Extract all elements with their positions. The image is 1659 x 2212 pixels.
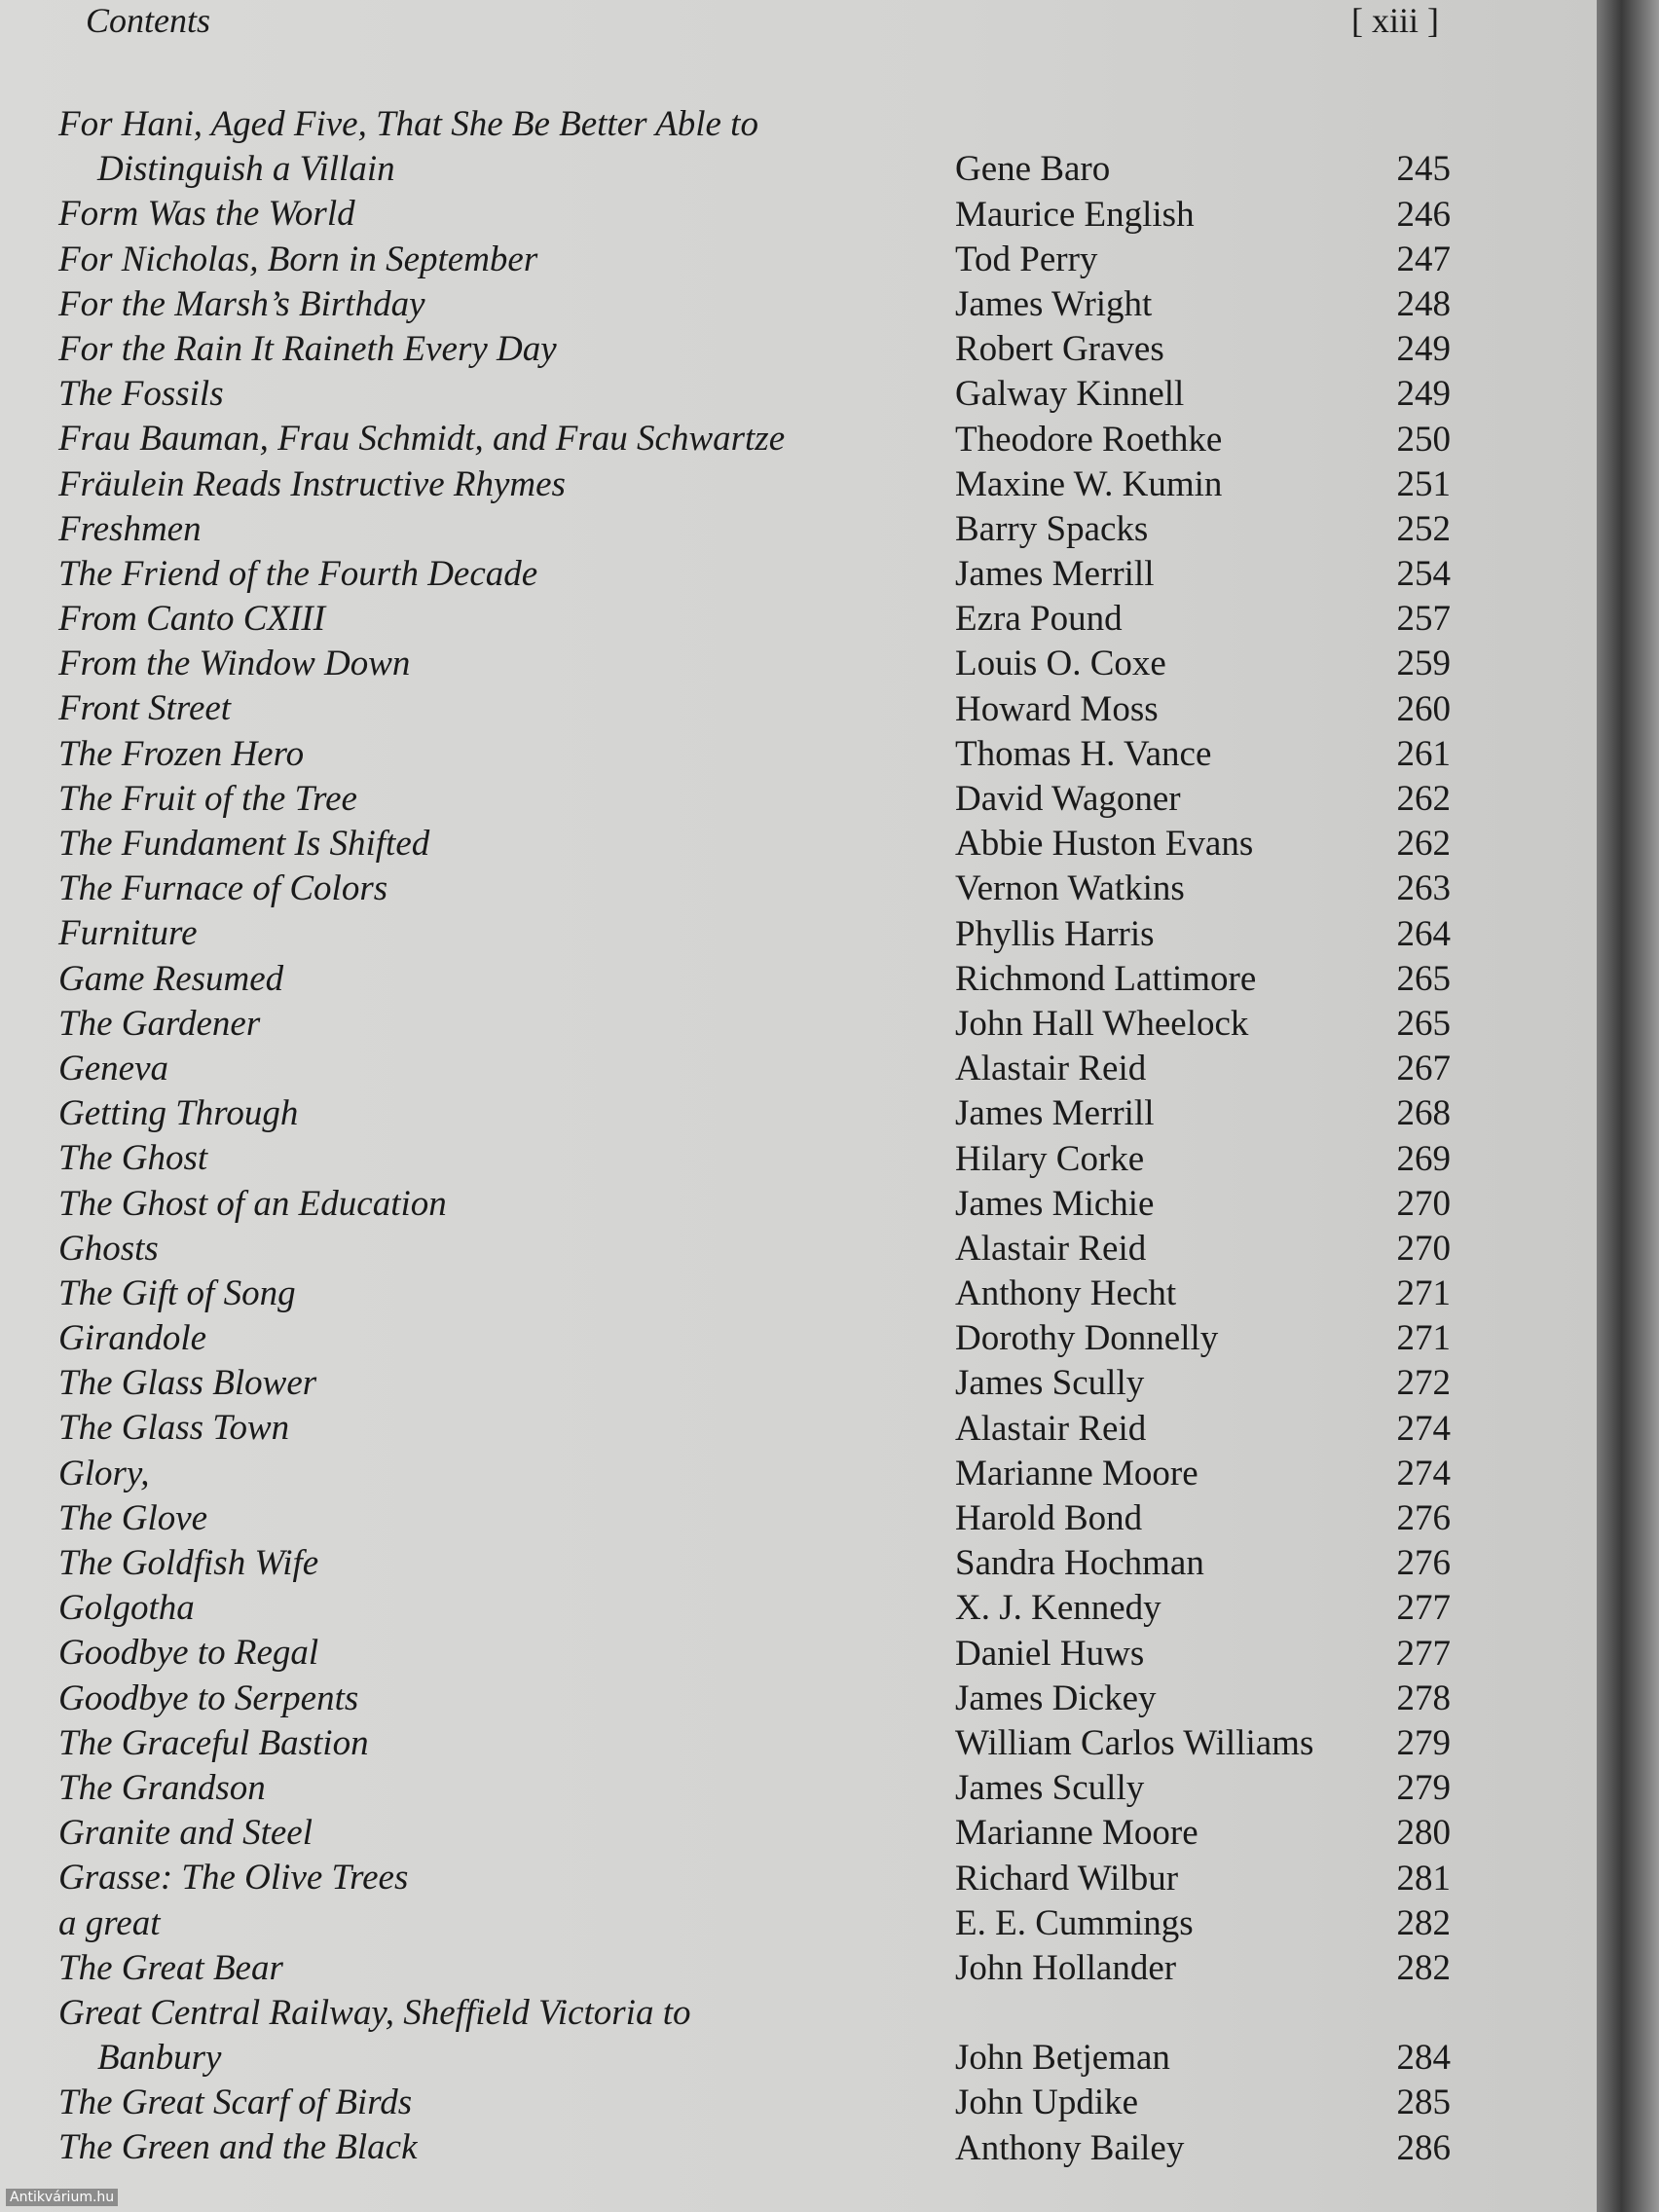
contents-entry: [58, 1496, 1451, 1541]
poet-name: John Updike: [955, 2083, 1139, 2123]
poem-title: [58, 1272, 296, 1316]
poem-title: [58, 1721, 369, 1766]
page-number: 274: [1396, 1453, 1451, 1493]
poem-title: [58, 1136, 207, 1181]
poem-title: [58, 552, 537, 597]
poet-name: James Michie: [955, 1183, 1155, 1224]
poet-name: Maurice English: [955, 194, 1195, 235]
contents-entry: [58, 732, 1451, 777]
poem-title-line: The Glass Town: [58, 1408, 290, 1449]
page-number: 260: [1396, 688, 1451, 729]
poem-title-line: Game Resumed: [58, 958, 284, 999]
page-number: 277: [1396, 1588, 1451, 1629]
poet-name: Harold Bond: [955, 1498, 1143, 1539]
poet-name: James Scully: [955, 1363, 1145, 1404]
poem-title-line: Grasse: The Olive Trees: [58, 1858, 409, 1899]
page-number: 264: [1396, 913, 1451, 954]
page-number: 277: [1396, 1633, 1451, 1674]
contents-entry: [58, 1811, 1451, 1856]
poem-title: [58, 1047, 168, 1091]
poet-name: Richmond Lattimore: [955, 958, 1257, 999]
contents-entry: [58, 1901, 1451, 1946]
poet-name: Hilary Corke: [955, 1138, 1145, 1179]
poem-title: [58, 1631, 318, 1676]
poem-title-line: The Green and the Black: [58, 2127, 418, 2168]
poem-title: [58, 1452, 150, 1496]
poem-title-line: The Glass Blower: [58, 1363, 317, 1404]
poem-title: [58, 462, 566, 507]
contents-entry: [58, 282, 1451, 327]
poet-name: Barry Spacks: [955, 508, 1149, 549]
poem-title-line: Getting Through: [58, 1093, 299, 1134]
page-number: 248: [1396, 283, 1451, 324]
poem-title-line: Geneva: [58, 1048, 168, 1088]
poem-title: [58, 417, 785, 461]
poem-title-line: For Hani, Aged Five, That She Be Better Able to: [58, 104, 758, 144]
poem-title: [58, 2125, 418, 2170]
poet-name: Phyllis Harris: [955, 913, 1155, 954]
page-number: 280: [1396, 1813, 1451, 1854]
poem-title-line: For the Rain It Raineth Every Day: [58, 328, 557, 369]
poem-title-line: For the Marsh’s Birthday: [58, 283, 425, 324]
poet-name: Abbie Huston Evans: [955, 824, 1254, 865]
poet-name: James Wright: [955, 283, 1153, 324]
poet-name: William Carlos Williams: [955, 1722, 1314, 1763]
poem-title-line: The Gift of Song: [58, 1272, 296, 1313]
contents-entry: [58, 1991, 1451, 2081]
poem-title-line: Golgotha: [58, 1588, 195, 1629]
poet-name: John Betjeman: [955, 2038, 1170, 2079]
poet-name: Gene Baro: [955, 149, 1111, 190]
page-number: 270: [1396, 1228, 1451, 1269]
contents-entry: [58, 822, 1451, 866]
poem-title: [58, 1991, 691, 2081]
poet-name: Theodore Roethke: [955, 419, 1223, 460]
contents-entry: [58, 1631, 1451, 1676]
page-number: 261: [1396, 733, 1451, 774]
page-number: 276: [1396, 1543, 1451, 1584]
book-gutter-shadow: [1597, 0, 1659, 2212]
contents-entry: [58, 1182, 1451, 1227]
poem-title-line: Form Was the World: [58, 194, 355, 235]
poem-title-line: From the Window Down: [58, 644, 411, 684]
page-number: 281: [1396, 1858, 1451, 1899]
poem-title-line: The Fruit of the Tree: [58, 778, 357, 819]
poem-title-line: From Canto CXIII: [58, 599, 326, 640]
contents-entry: [58, 192, 1451, 237]
poem-title: [58, 686, 231, 731]
contents-entry: [58, 2125, 1451, 2170]
poem-title: [58, 911, 198, 956]
page-number: 286: [1396, 2127, 1451, 2168]
running-head: [86, 0, 1439, 45]
contents-entry: [58, 1136, 1451, 1181]
page-number: 285: [1396, 2083, 1451, 2123]
poet-name: Tod Perry: [955, 239, 1098, 279]
contents-entry: [58, 1946, 1451, 1991]
contents-entry: [58, 552, 1451, 597]
page-number: 268: [1396, 1093, 1451, 1134]
page-number: 252: [1396, 508, 1451, 549]
poem-title-line: Ghosts: [58, 1228, 159, 1269]
page-number: 284: [1396, 2038, 1451, 2079]
poet-name: John Hall Wheelock: [955, 1003, 1249, 1044]
poet-name: Richard Wilbur: [955, 1858, 1179, 1899]
poem-title: [58, 1227, 159, 1272]
poem-title-line: The Grandson: [58, 1767, 266, 1808]
poem-title: [58, 1856, 408, 1900]
page-number: 251: [1396, 463, 1451, 504]
poem-title: [58, 102, 758, 192]
poem-title: [58, 1182, 447, 1227]
poem-title: [58, 597, 325, 642]
page-number: 246: [1396, 194, 1451, 235]
poet-name: Howard Moss: [955, 688, 1159, 729]
poet-name: James Merrill: [955, 554, 1155, 595]
poem-title-line: The Furnace of Colors: [58, 868, 388, 909]
poet-name: Vernon Watkins: [955, 868, 1185, 909]
poet-name: Daniel Huws: [955, 1633, 1145, 1674]
poem-title: [58, 1361, 316, 1406]
poem-title-line: The Friend of the Fourth Decade: [58, 553, 538, 594]
page-number: 269: [1396, 1138, 1451, 1179]
contents-entry: [58, 777, 1451, 822]
poem-title: [58, 1766, 266, 1811]
poem-title-line: Goodbye to Serpents: [58, 1677, 359, 1718]
poet-name: Marianne Moore: [955, 1453, 1198, 1493]
contents-entry: [58, 1586, 1451, 1631]
poem-title-line: Distinguish a Villain: [97, 149, 395, 189]
page-number: 247: [1396, 239, 1451, 279]
poet-name: X. J. Kennedy: [955, 1588, 1161, 1629]
contents-entry: [58, 2081, 1451, 2125]
poet-name: James Dickey: [955, 1677, 1157, 1718]
poem-title-line: Fräulein Reads Instructive Rhymes: [58, 463, 566, 504]
poem-title-line: Goodbye to Regal: [58, 1633, 319, 1674]
contents-entry: [58, 642, 1451, 686]
poem-title-line: The Ghost: [58, 1138, 208, 1179]
poet-name: Alastair Reid: [955, 1228, 1147, 1269]
page-number: 272: [1396, 1363, 1451, 1404]
contents-entry: [58, 1856, 1451, 1900]
contents-entry: [58, 1766, 1451, 1811]
poem-title: [58, 1677, 358, 1721]
poem-title-line: The Goldfish Wife: [58, 1543, 319, 1584]
poet-name: Dorothy Donnelly: [955, 1318, 1219, 1359]
poet-name: Louis O. Coxe: [955, 644, 1166, 684]
contents-entry: [58, 1677, 1451, 1721]
poem-title-line: The Great Bear: [58, 1947, 283, 1988]
section-title: Contents: [86, 1, 211, 40]
page-number: 263: [1396, 868, 1451, 909]
page-number: 245: [1396, 149, 1451, 190]
contents-entry: [58, 102, 1451, 192]
poem-title: [58, 507, 202, 552]
contents-entry: [58, 507, 1451, 552]
contents-entry: [58, 327, 1451, 372]
poem-title: [58, 1811, 313, 1856]
page-number: 282: [1396, 1902, 1451, 1943]
poem-title-line: Granite and Steel: [58, 1813, 313, 1854]
contents-entry: [58, 1316, 1451, 1361]
poet-name: Alastair Reid: [955, 1408, 1147, 1449]
poem-title: [58, 1541, 318, 1586]
page-number: 265: [1396, 958, 1451, 999]
contents-entry: [58, 1272, 1451, 1316]
poem-title-line: The Great Scarf of Birds: [58, 2083, 413, 2123]
poem-title: [58, 1946, 283, 1991]
poet-name: Robert Graves: [955, 329, 1164, 370]
contents-entry: [58, 911, 1451, 956]
poet-name: Anthony Hecht: [955, 1273, 1177, 1314]
poem-title: [58, 1496, 207, 1541]
page-number: 279: [1396, 1768, 1451, 1809]
page-number: 262: [1396, 824, 1451, 865]
page-number: 271: [1396, 1318, 1451, 1359]
contents-entry: [58, 1452, 1451, 1496]
poem-title: [58, 282, 425, 327]
page-number: 276: [1396, 1498, 1451, 1539]
poet-name: David Wagoner: [955, 779, 1181, 820]
poem-title: [58, 1586, 195, 1631]
contents-entry: [58, 1541, 1451, 1586]
poet-name: Galway Kinnell: [955, 374, 1185, 415]
poem-title-line: Banbury: [97, 2037, 222, 2078]
contents-entry: [58, 1361, 1451, 1406]
poet-name: Marianne Moore: [955, 1813, 1198, 1854]
poem-title: [58, 1901, 160, 1946]
poet-name: Maxine W. Kumin: [955, 463, 1223, 504]
poem-title-line: For Nicholas, Born in September: [58, 239, 538, 279]
poet-name: John Hollander: [955, 1947, 1177, 1988]
page-number: 265: [1396, 1003, 1451, 1044]
page-number: 254: [1396, 554, 1451, 595]
poem-title-line: The Frozen Hero: [58, 733, 305, 774]
page-number: 282: [1396, 1947, 1451, 1988]
page-number: 257: [1396, 599, 1451, 640]
poet-name: Ezra Pound: [955, 599, 1123, 640]
page-number: 270: [1396, 1183, 1451, 1224]
poet-name: E. E. Cummings: [955, 1902, 1194, 1943]
contents-entry: [58, 1047, 1451, 1091]
contents-entry: [58, 417, 1451, 461]
page-folio: [ xiii ]: [1351, 1, 1439, 40]
poem-title-line: The Gardener: [58, 1003, 261, 1044]
poem-title-line: The Fundament Is Shifted: [58, 824, 430, 865]
page-number: 274: [1396, 1408, 1451, 1449]
poem-title-line: The Glove: [58, 1497, 208, 1538]
poet-name: James Scully: [955, 1768, 1145, 1809]
poem-title: [58, 2081, 412, 2125]
poem-title: [58, 642, 410, 686]
contents-entry: [58, 597, 1451, 642]
watermark: Antikvárium.hu: [6, 2189, 118, 2206]
poet-name: James Merrill: [955, 1093, 1155, 1134]
contents-list: [58, 102, 1451, 2171]
contents-entry: [58, 1002, 1451, 1047]
page-number: 267: [1396, 1049, 1451, 1089]
contents-entry: [58, 1721, 1451, 1766]
poem-title-line: The Ghost of an Education: [58, 1183, 447, 1224]
poem-title: [58, 822, 429, 866]
page-number: 279: [1396, 1722, 1451, 1763]
poet-name: Alastair Reid: [955, 1049, 1147, 1089]
poem-title: [58, 957, 283, 1002]
poet-name: Sandra Hochman: [955, 1543, 1204, 1584]
poem-title-line: Freshmen: [58, 508, 202, 549]
page-number: 278: [1396, 1677, 1451, 1718]
contents-entry: [58, 1091, 1451, 1136]
contents-entry: [58, 866, 1451, 911]
contents-entry: [58, 1227, 1451, 1272]
page-number: 249: [1396, 329, 1451, 370]
contents-entry: [58, 462, 1451, 507]
poet-name: Thomas H. Vance: [955, 733, 1212, 774]
poem-title-line: The Fossils: [58, 374, 224, 415]
poem-title-line: Front Street: [58, 688, 232, 729]
page-number: 250: [1396, 419, 1451, 460]
contents-entry: [58, 957, 1451, 1002]
page-number: 271: [1396, 1273, 1451, 1314]
poem-title-line: Frau Bauman, Frau Schmidt, and Frau Schwartze: [58, 419, 786, 460]
poem-title-line: Glory,: [58, 1453, 150, 1493]
contents-entry: [58, 372, 1451, 417]
poem-title-line: Great Central Railway, Sheffield Victoria to: [58, 1992, 691, 2033]
poet-name: Anthony Bailey: [955, 2127, 1185, 2168]
page-number: 259: [1396, 644, 1451, 684]
poem-title: [58, 1091, 298, 1136]
poem-title-line: The Graceful Bastion: [58, 1722, 369, 1763]
poem-title: [58, 1316, 206, 1361]
poem-title: [58, 238, 537, 282]
poem-title: [58, 1002, 260, 1047]
contents-entry: [58, 686, 1451, 731]
poem-title-line: Girandole: [58, 1318, 207, 1359]
poem-title-line: a great: [58, 1902, 161, 1943]
poem-title: [58, 777, 357, 822]
poem-title: [58, 866, 387, 911]
page-number: 249: [1396, 374, 1451, 415]
page-number: 262: [1396, 779, 1451, 820]
poem-title-line: Furniture: [58, 913, 198, 954]
poem-title: [58, 372, 224, 417]
contents-entry: [58, 1406, 1451, 1451]
poem-title: [58, 732, 304, 777]
poem-title: [58, 327, 557, 372]
contents-entry: [58, 238, 1451, 282]
poem-title: [58, 1406, 289, 1451]
poem-title: [58, 192, 355, 237]
